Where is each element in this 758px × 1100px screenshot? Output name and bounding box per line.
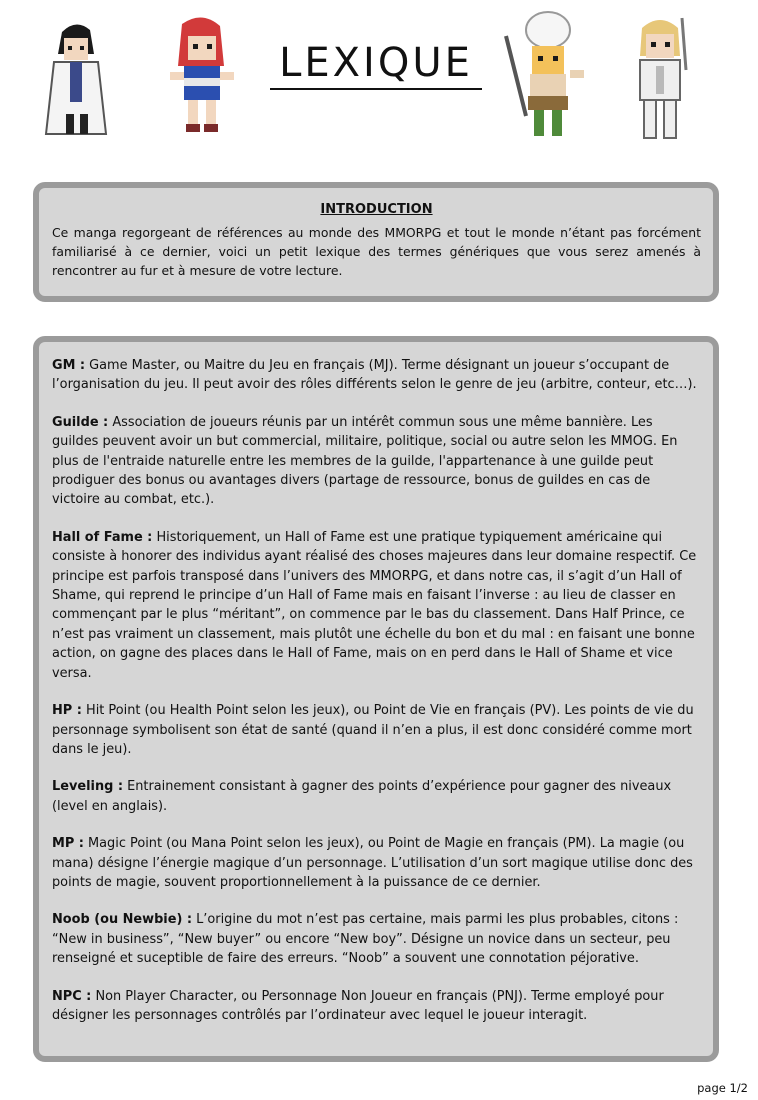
lexicon-definition: L’origine du mot n’est pas certaine, mais parmi les plus probables, citons : “New in business”, “New buyer” ou encore “New boy”. Désigne un novice dans un secteur, peu renseigné et suceptible de faire des erreurs. “Noob” a souvent une connotation péjorative. xyxy=(52,912,679,967)
lexicon-entry-hp xyxy=(52,701,701,759)
lexicon-entry-guilde xyxy=(52,413,701,510)
lexicon-entry-gm xyxy=(52,356,701,395)
lexicon-term: GM : xyxy=(52,358,86,373)
white-robed-character-sprite xyxy=(40,18,112,138)
lexicon-definition: Non Player Character, ou Personnage Non Joueur en français (PNJ). Terme employé pour désigner les personnages contrôlés par l’ordinateur avec lequel le joueur interagit. xyxy=(52,988,664,1023)
lexicon-term: MP : xyxy=(52,836,84,852)
lexicon-term: NPC : xyxy=(52,988,92,1004)
page-header xyxy=(0,0,758,160)
lexicon-entry-mp xyxy=(52,834,701,892)
lexicon-definition: Entrainement consistant à gagner des points d’expérience pour gagner des niveaux (level en anglais). xyxy=(52,779,672,814)
red-haired-character-sprite xyxy=(162,14,242,134)
lexicon-entry-hall-of-fame xyxy=(52,528,701,683)
lexicon-term: HP : xyxy=(52,703,82,719)
armored-knight-sprite xyxy=(622,10,698,146)
lexicon-term: Noob (ou Newbie) : xyxy=(52,912,192,928)
lexicon-entry-leveling xyxy=(52,777,701,816)
lexicon-definition: Magic Point (ou Mana Point selon les jeux), ou Point de Magie en français (PM). La magie (ou mana) désigne l’énergie magique d’un personnage. L’utilisation d’un sort magique utilise donc des points de magie, souvent proportionnellement à la puissance de ce dernier. xyxy=(52,836,693,890)
lexicon-box xyxy=(33,336,719,1062)
lexicon-term: Guilde : xyxy=(52,414,109,430)
page-title: LEXIQUE xyxy=(270,40,482,90)
introduction-heading: INTRODUCTION xyxy=(320,202,433,217)
lexicon-definition: Association de joueurs réunis par un intérêt commun sous une même bannière. Les guildes peuvent avoir un but commercial, militaire, politique, social ou autre selon les MMOG. En plus de l'entraide naturelle entre les membres de la guilde, l'appartenance à une guilde peut prodiguer des bonus ou avantages divers (partage de ressource, bonus de guildes en cas de victoire au combat, etc.). xyxy=(52,414,678,508)
lexicon-definition: Game Master, ou Maitre du Jeu en français (MJ). Terme désignant un joueur s’occupant de l’organisation du jeu. Il peut avoir des rôles différents selon le genre de jeu (arbitre, conteur, etc…). xyxy=(52,358,697,393)
chef-hat-warrior-sprite xyxy=(500,6,592,144)
lexicon-term: Hall of Fame : xyxy=(52,529,153,545)
introduction-box xyxy=(33,182,719,302)
lexicon-entry-npc xyxy=(52,987,701,1026)
lexicon-entry-noob xyxy=(52,910,701,968)
page-number: page 1/2 xyxy=(697,1081,748,1095)
lexicon-term: Leveling : xyxy=(52,779,123,795)
lexicon-definition: Historiquement, un Hall of Fame est une pratique typiquement américaine qui consiste à honorer des individus ayant réalisé des choses majeures dans leur domaine respectif. Ce principe est parfois transposé dans l’univers des MMORPG, et dans notre cas, il s’agit d’un Hall of Shame, qui reprend le principe d’un Hall of Fame mais en faisant l’inverse : au lieu de classer en commençant par le plus “méritant”, on commence par le bas du classement. Dans Half Prince, ce n’est pas vraiment un classement, mais plutôt une échelle du bon et du mal : en faisant une bonne action, on gagne des places dans le Hall of Fame, mais on en perd dans le Hall of Shame et vice versa. xyxy=(52,529,697,681)
lexicon-definition: Hit Point (ou Health Point selon les jeux), ou Point de Vie en français (PV). Les points de vie du personnage symbolisent son état de santé (quand il n’en a plus, il est donc considéré comme mort dans le jeu). xyxy=(52,703,694,757)
introduction-text: Ce manga regorgeant de références au monde des MMORPG et tout le monde n’étant pas forcément familiarisé à ce dernier, voici un petit lexique des termes génériques que vous serez amenés à rencontrer au fur et à mesure de votre lecture. xyxy=(52,225,701,278)
